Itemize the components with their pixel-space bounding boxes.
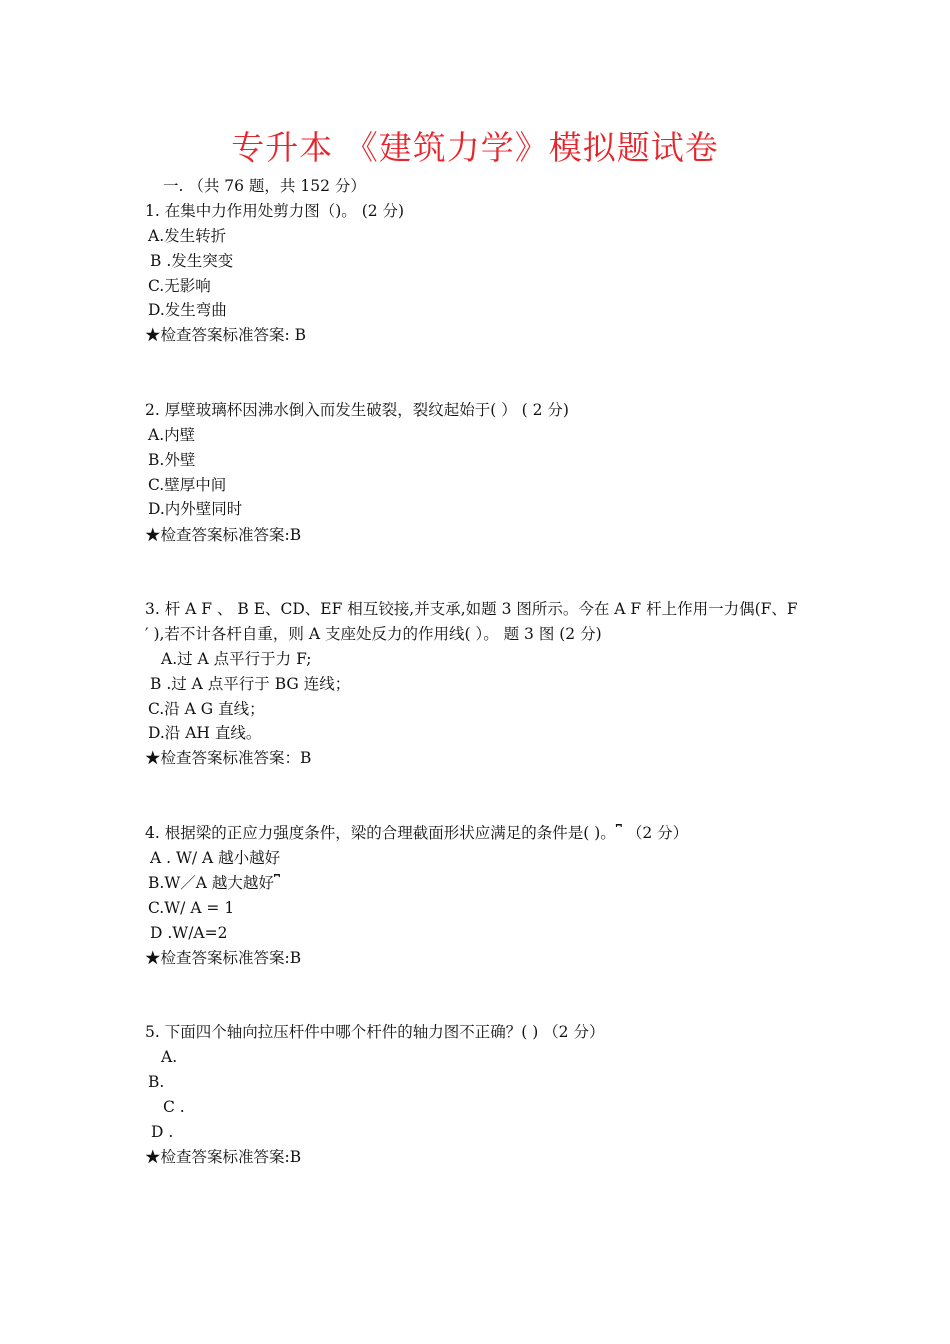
question-1-stem: 1. 在集中力作用处剪力图（)。 (2 分) <box>145 202 405 220</box>
question-2-option-d: D.内外壁同时 <box>148 500 243 518</box>
question-5-option-a: A. <box>161 1048 178 1066</box>
question-5-option-b: B. <box>148 1073 165 1091</box>
question-3-answer: ★检查答案标准答案：B <box>145 749 312 767</box>
section-header: 一. （共 76 题，共 152 分） <box>163 177 366 195</box>
question-1-option-a: A.发生转折 <box>148 227 227 245</box>
question-5-answer: ★检查答案标准答案:B <box>145 1148 302 1166</box>
question-3-option-c: C.沿 A G 直线； <box>148 700 265 718</box>
question-3-option-d: D.沿 AH 直线。 <box>148 724 262 742</box>
question-3-option-b: B .过 A 点平行于 BG 连线； <box>150 675 351 693</box>
question-2-answer: ★检查答案标准答案:B <box>145 526 302 544</box>
question-4-option-c: C.W/ A = 1 <box>148 899 235 917</box>
question-1-option-d: D.发生弯曲 <box>148 301 227 319</box>
question-5-stem: 5. 下面四个轴向拉压杆件中哪个杆件的轴力图不正确？( ) （2 分） <box>145 1023 605 1041</box>
question-3-stem: 3. 杆 A F 、 B E、CD、EF 相互铰接,并支承,如题 3 图所示。今在 A F 杆上作用一力偶(F、F <box>145 600 798 618</box>
question-4-stem: 4. 根据梁的正应力强度条件，梁的合理截面形状应满足的条件是( )。⎴ （2 分） <box>145 824 689 842</box>
question-2-option-b: B.外壁 <box>148 451 196 469</box>
question-5-option-d: D . <box>151 1123 174 1141</box>
question-4-option-d: D .W/A=2 <box>150 924 228 942</box>
question-4-option-b: B.W／A 越大越好⎴ <box>148 874 281 892</box>
question-1-answer: ★检查答案标准答案: B <box>145 326 307 344</box>
question-5-option-c: C . <box>163 1098 185 1116</box>
question-2-option-a: A.内壁 <box>148 426 196 444</box>
question-4-option-a: A . W/ A 越小越好 <box>150 849 281 867</box>
question-1-option-b: B .发生突变 <box>150 252 234 270</box>
question-4-answer: ★检查答案标准答案:B <box>145 949 302 967</box>
page-title: 专升本 《建筑力学》模拟题试卷 <box>231 128 719 167</box>
question-3-stem-continued: ′ ),若不计各杆自重，则 A 支座处反力的作用线( ）。 题 3 图 (2 分) <box>145 625 602 643</box>
question-2-option-c: C.壁厚中间 <box>148 476 227 494</box>
question-2-stem: 2. 厚壁玻璃杯因沸水倒入而发生破裂，裂纹起始于( ） ( 2 分) <box>145 401 569 419</box>
question-3-option-a: A.过 A 点平行于力 F; <box>161 650 312 668</box>
question-1-option-c: C.无影响 <box>148 277 211 295</box>
